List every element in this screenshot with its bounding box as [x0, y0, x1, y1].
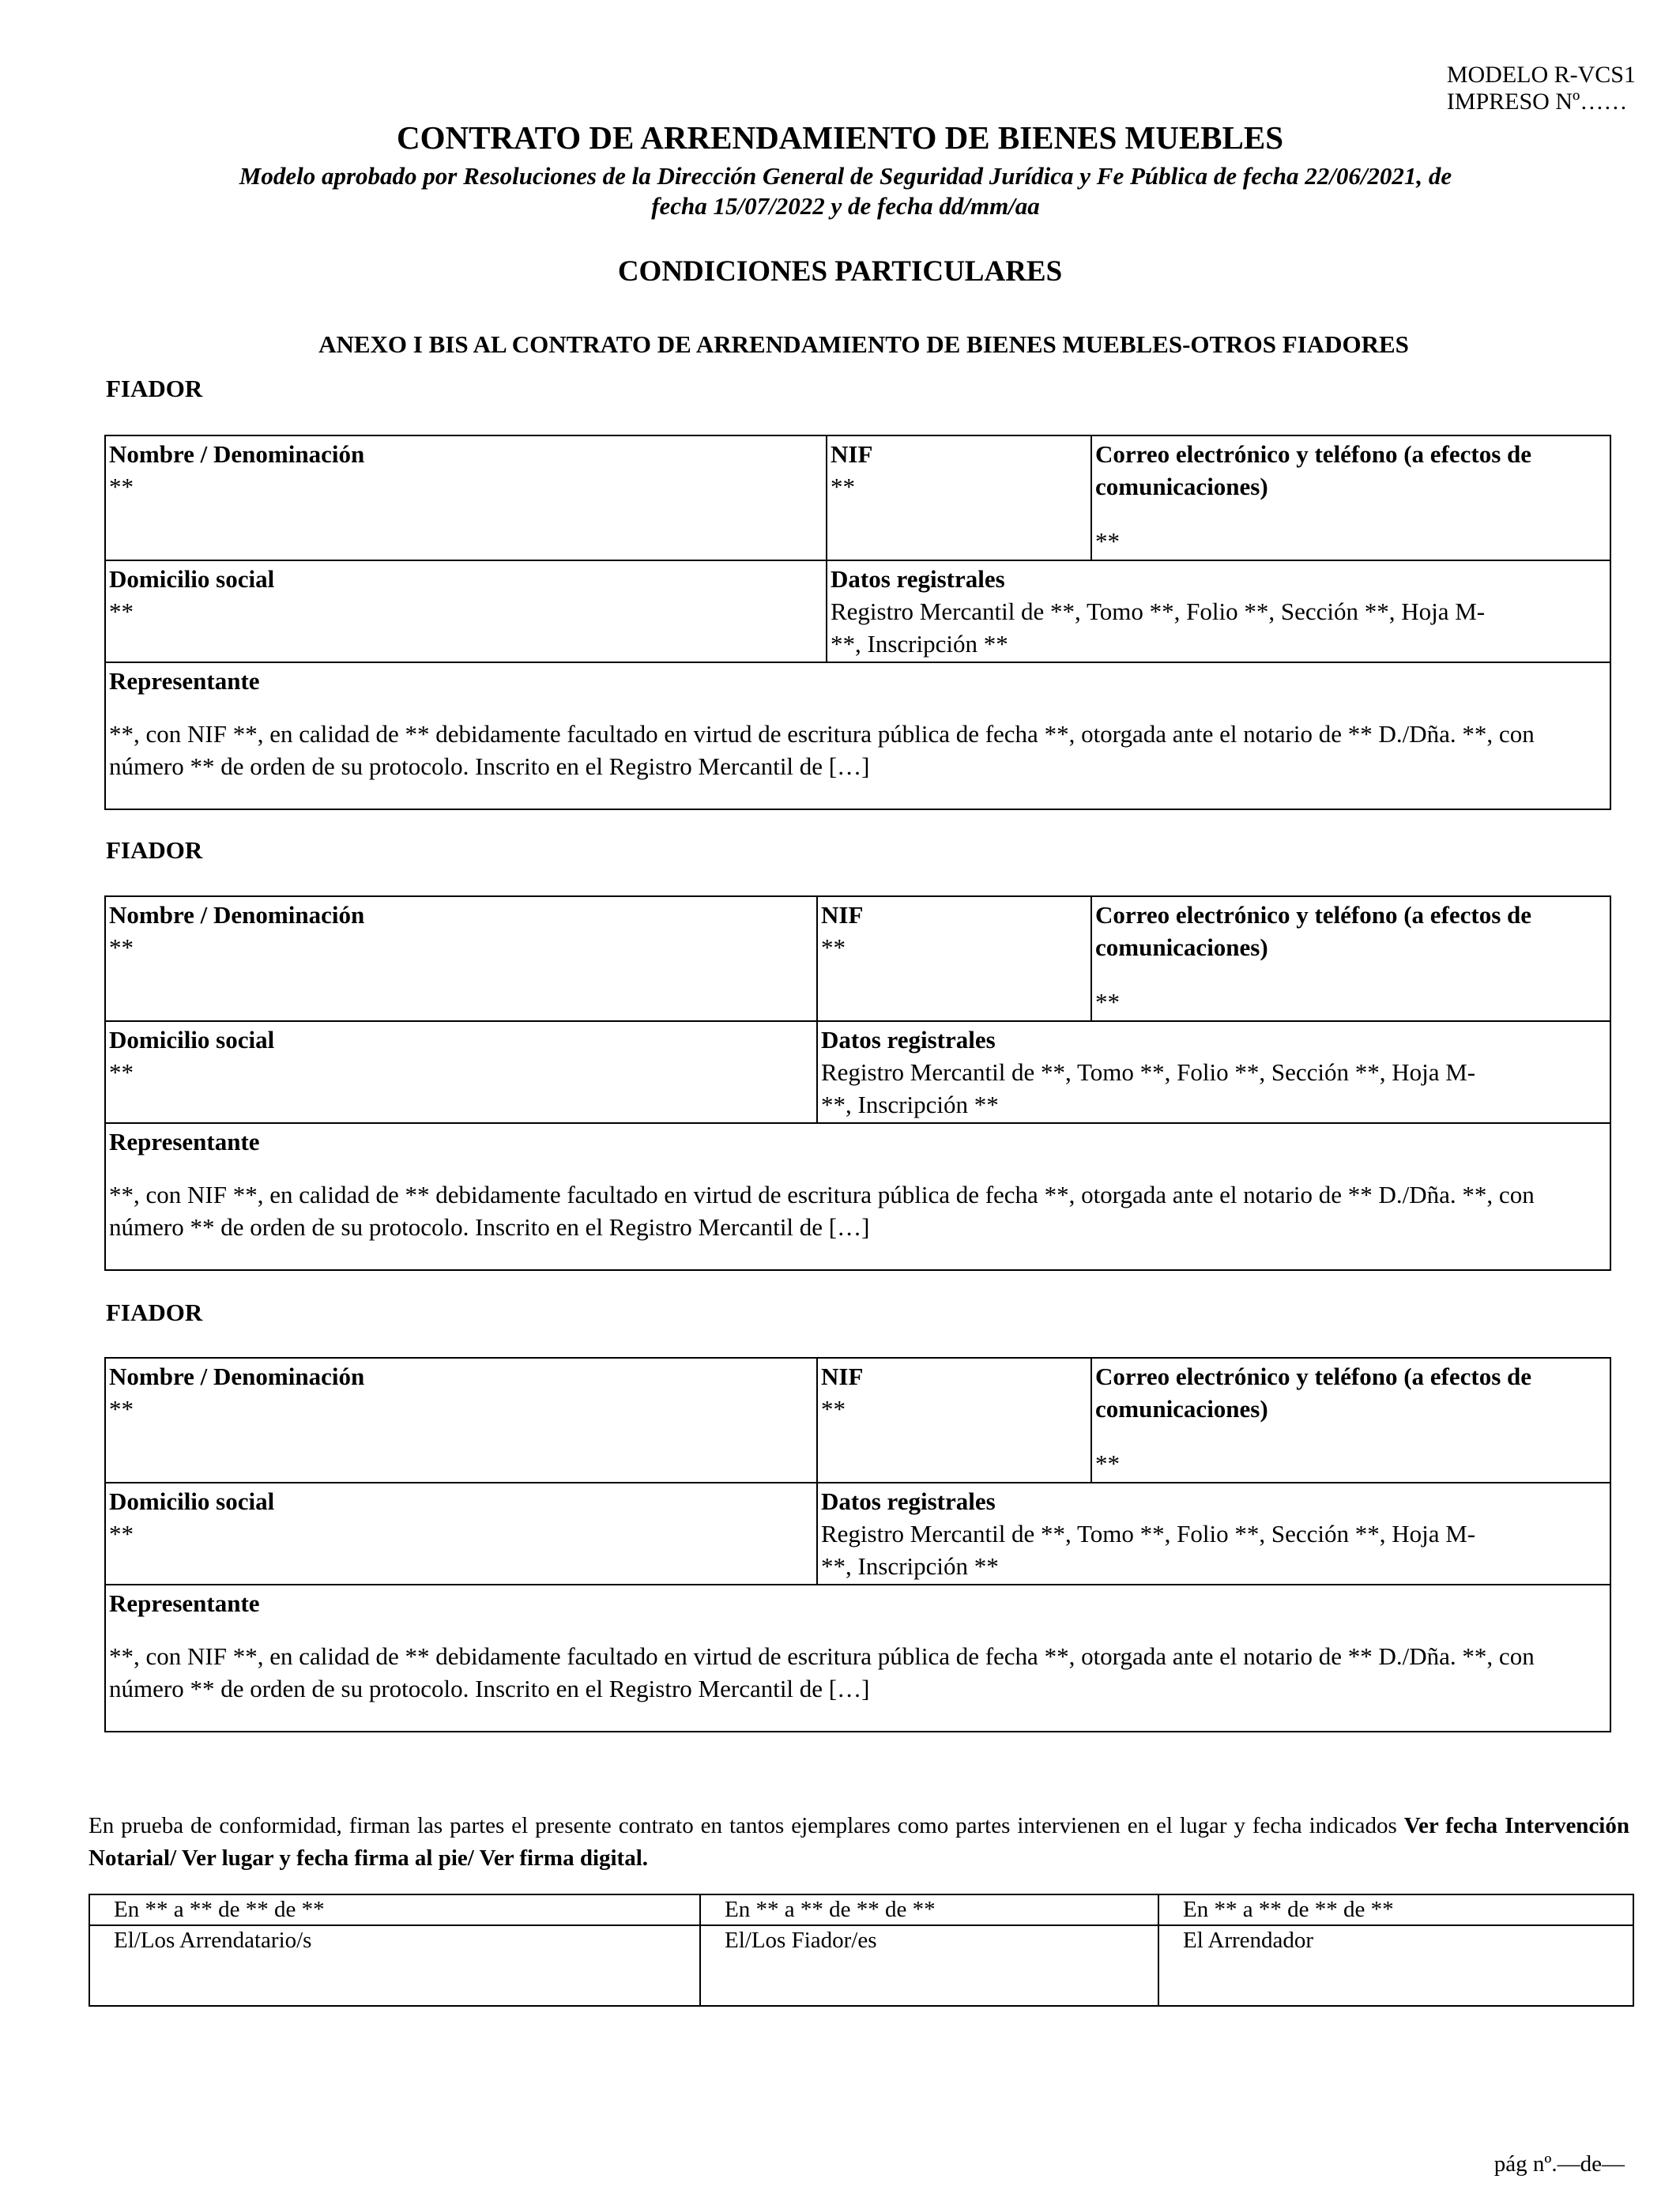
nombre-cell — [105, 896, 817, 1021]
lugar-fecha-arrendatario: En ** a ** de ** de ** — [89, 1894, 700, 1925]
fiador-table — [104, 1357, 1611, 1732]
page-number: pág nº.—de— — [1494, 2151, 1625, 2177]
nif-label: NIF — [831, 440, 873, 468]
datos-cell — [817, 1483, 1610, 1585]
correo-value: ** — [1095, 527, 1120, 555]
domicilio-cell — [105, 560, 827, 662]
representante-cell — [105, 662, 1610, 809]
correo-label: Correo electrónico y teléfono (a efectos de comunicaciones) — [1095, 901, 1532, 961]
nif-cell — [817, 896, 1091, 1021]
correo-value: ** — [1095, 1449, 1120, 1477]
datos-value: Registro Mercantil de **, Tomo **, Folio **, Sección **, Hoja M-**, Inscripción ** — [831, 598, 1486, 658]
nif-value: ** — [831, 473, 855, 500]
representante-value: **, con NIF **, en calidad de ** debidamente facultado en virtud de escritura pública de fecha **, otorgada ante el notario de ** D./Dña. **, con número ** de orden de su protocolo. Inscrito en el Registro Mercantil de […] — [109, 1181, 1535, 1241]
nombre-cell — [105, 1358, 817, 1483]
conformidad-text: En prueba de conformidad, firman las partes el presente contrato en tantos ejemplares como partes intervienen en el lugar y fecha indicados — [89, 1813, 1404, 1838]
domicilio-label: Domicilio social — [109, 1026, 275, 1054]
lugar-fecha-arrendador: En ** a ** de ** de ** — [1158, 1894, 1633, 1925]
correo-cell — [1091, 1358, 1610, 1483]
representante-label: Representante — [109, 1589, 260, 1617]
domicilio-label: Domicilio social — [109, 1487, 275, 1515]
nombre-label: Nombre / Denominación — [109, 1363, 365, 1390]
correo-value: ** — [1095, 988, 1120, 1016]
impreso-number: IMPRESO Nº…… — [1446, 89, 1628, 115]
modelo-block — [1447, 62, 1636, 115]
nif-label: NIF — [821, 901, 864, 929]
conformidad-bold-text: Ver fecha Intervención Notarial/ Ver lugar y fecha firma al pie/ Ver firma digital. — [89, 1813, 1629, 1871]
conformidad-paragraph — [89, 1810, 1629, 1875]
nif-cell — [817, 1358, 1091, 1483]
fiador-heading: FIADOR — [106, 836, 203, 864]
datos-cell — [827, 560, 1610, 662]
fiador-heading: FIADOR — [106, 375, 203, 402]
representante-cell — [105, 1585, 1610, 1732]
correo-cell — [1091, 896, 1610, 1021]
nif-value: ** — [821, 933, 846, 961]
firma-fiador: El/Los Fiador/es — [700, 1925, 1158, 2006]
nombre-value: ** — [109, 933, 134, 961]
datos-cell — [817, 1021, 1610, 1123]
datos-value: Registro Mercantil de **, Tomo **, Folio **, Sección **, Hoja M-**, Inscripción ** — [821, 1058, 1476, 1118]
nombre-value: ** — [109, 1395, 134, 1423]
datos-label: Datos registrales — [831, 565, 1005, 593]
document-title: CONTRATO DE ARRENDAMIENTO DE BIENES MUEBLES — [396, 119, 1284, 156]
representante-value: **, con NIF **, en calidad de ** debidamente facultado en virtud de escritura pública de fecha **, otorgada ante el notario de ** D./Dña. **, con número ** de orden de su protocolo. Inscrito en el Registro Mercantil de […] — [109, 1642, 1535, 1702]
representante-label: Representante — [109, 1128, 260, 1155]
document-subtitle — [174, 161, 1517, 221]
fiador-heading: FIADOR — [106, 1299, 203, 1326]
nombre-label: Nombre / Denominación — [109, 901, 365, 929]
nombre-label: Nombre / Denominación — [109, 440, 365, 468]
datos-label: Datos registrales — [821, 1487, 996, 1515]
datos-value: Registro Mercantil de **, Tomo **, Folio **, Sección **, Hoja M-**, Inscripción ** — [821, 1520, 1476, 1580]
domicilio-value: ** — [109, 1058, 134, 1086]
domicilio-cell — [105, 1483, 817, 1585]
firmas-table — [89, 1894, 1634, 2007]
correo-label: Correo electrónico y teléfono (a efectos de comunicaciones) — [1095, 440, 1532, 500]
modelo-code: MODELO R-VCS1 — [1446, 62, 1636, 88]
domicilio-label: Domicilio social — [109, 565, 275, 593]
nif-cell — [827, 435, 1091, 560]
nif-value: ** — [821, 1395, 846, 1423]
subtitle-line-1: Modelo aprobado por Resoluciones de la Dirección General de Seguridad Jurídica y Fe Pública de fecha 22/06/2021, de — [239, 162, 1452, 190]
firma-arrendador: El Arrendador — [1158, 1925, 1633, 2006]
lugar-fecha-fiador: En ** a ** de ** de ** — [700, 1894, 1158, 1925]
nif-label: NIF — [821, 1363, 864, 1390]
representante-value: **, con NIF **, en calidad de ** debidamente facultado en virtud de escritura pública de fecha **, otorgada ante el notario de ** D./Dña. **, con número ** de orden de su protocolo. Inscrito en el Registro Mercantil de […] — [109, 720, 1535, 780]
annex-heading: ANEXO I BIS AL CONTRATO DE ARRENDAMIENTO DE BIENES MUEBLES-OTROS FIADORES — [318, 330, 1409, 358]
nombre-cell — [105, 435, 827, 560]
datos-label: Datos registrales — [821, 1026, 996, 1054]
representante-cell — [105, 1123, 1610, 1270]
correo-label: Correo electrónico y teléfono (a efectos de comunicaciones) — [1095, 1363, 1532, 1423]
representante-label: Representante — [109, 667, 260, 695]
subtitle-line-2: fecha 15/07/2022 y de fecha dd/mm/aa — [651, 192, 1040, 220]
domicilio-value: ** — [109, 1520, 134, 1547]
correo-cell — [1091, 435, 1610, 560]
section-heading: CONDICIONES PARTICULARES — [617, 255, 1063, 288]
domicilio-value: ** — [109, 598, 134, 625]
domicilio-cell — [105, 1021, 817, 1123]
fiador-table — [104, 895, 1611, 1271]
fiador-table — [104, 435, 1611, 810]
nombre-value: ** — [109, 473, 134, 500]
firma-arrendatario: El/Los Arrendatario/s — [89, 1925, 700, 2006]
